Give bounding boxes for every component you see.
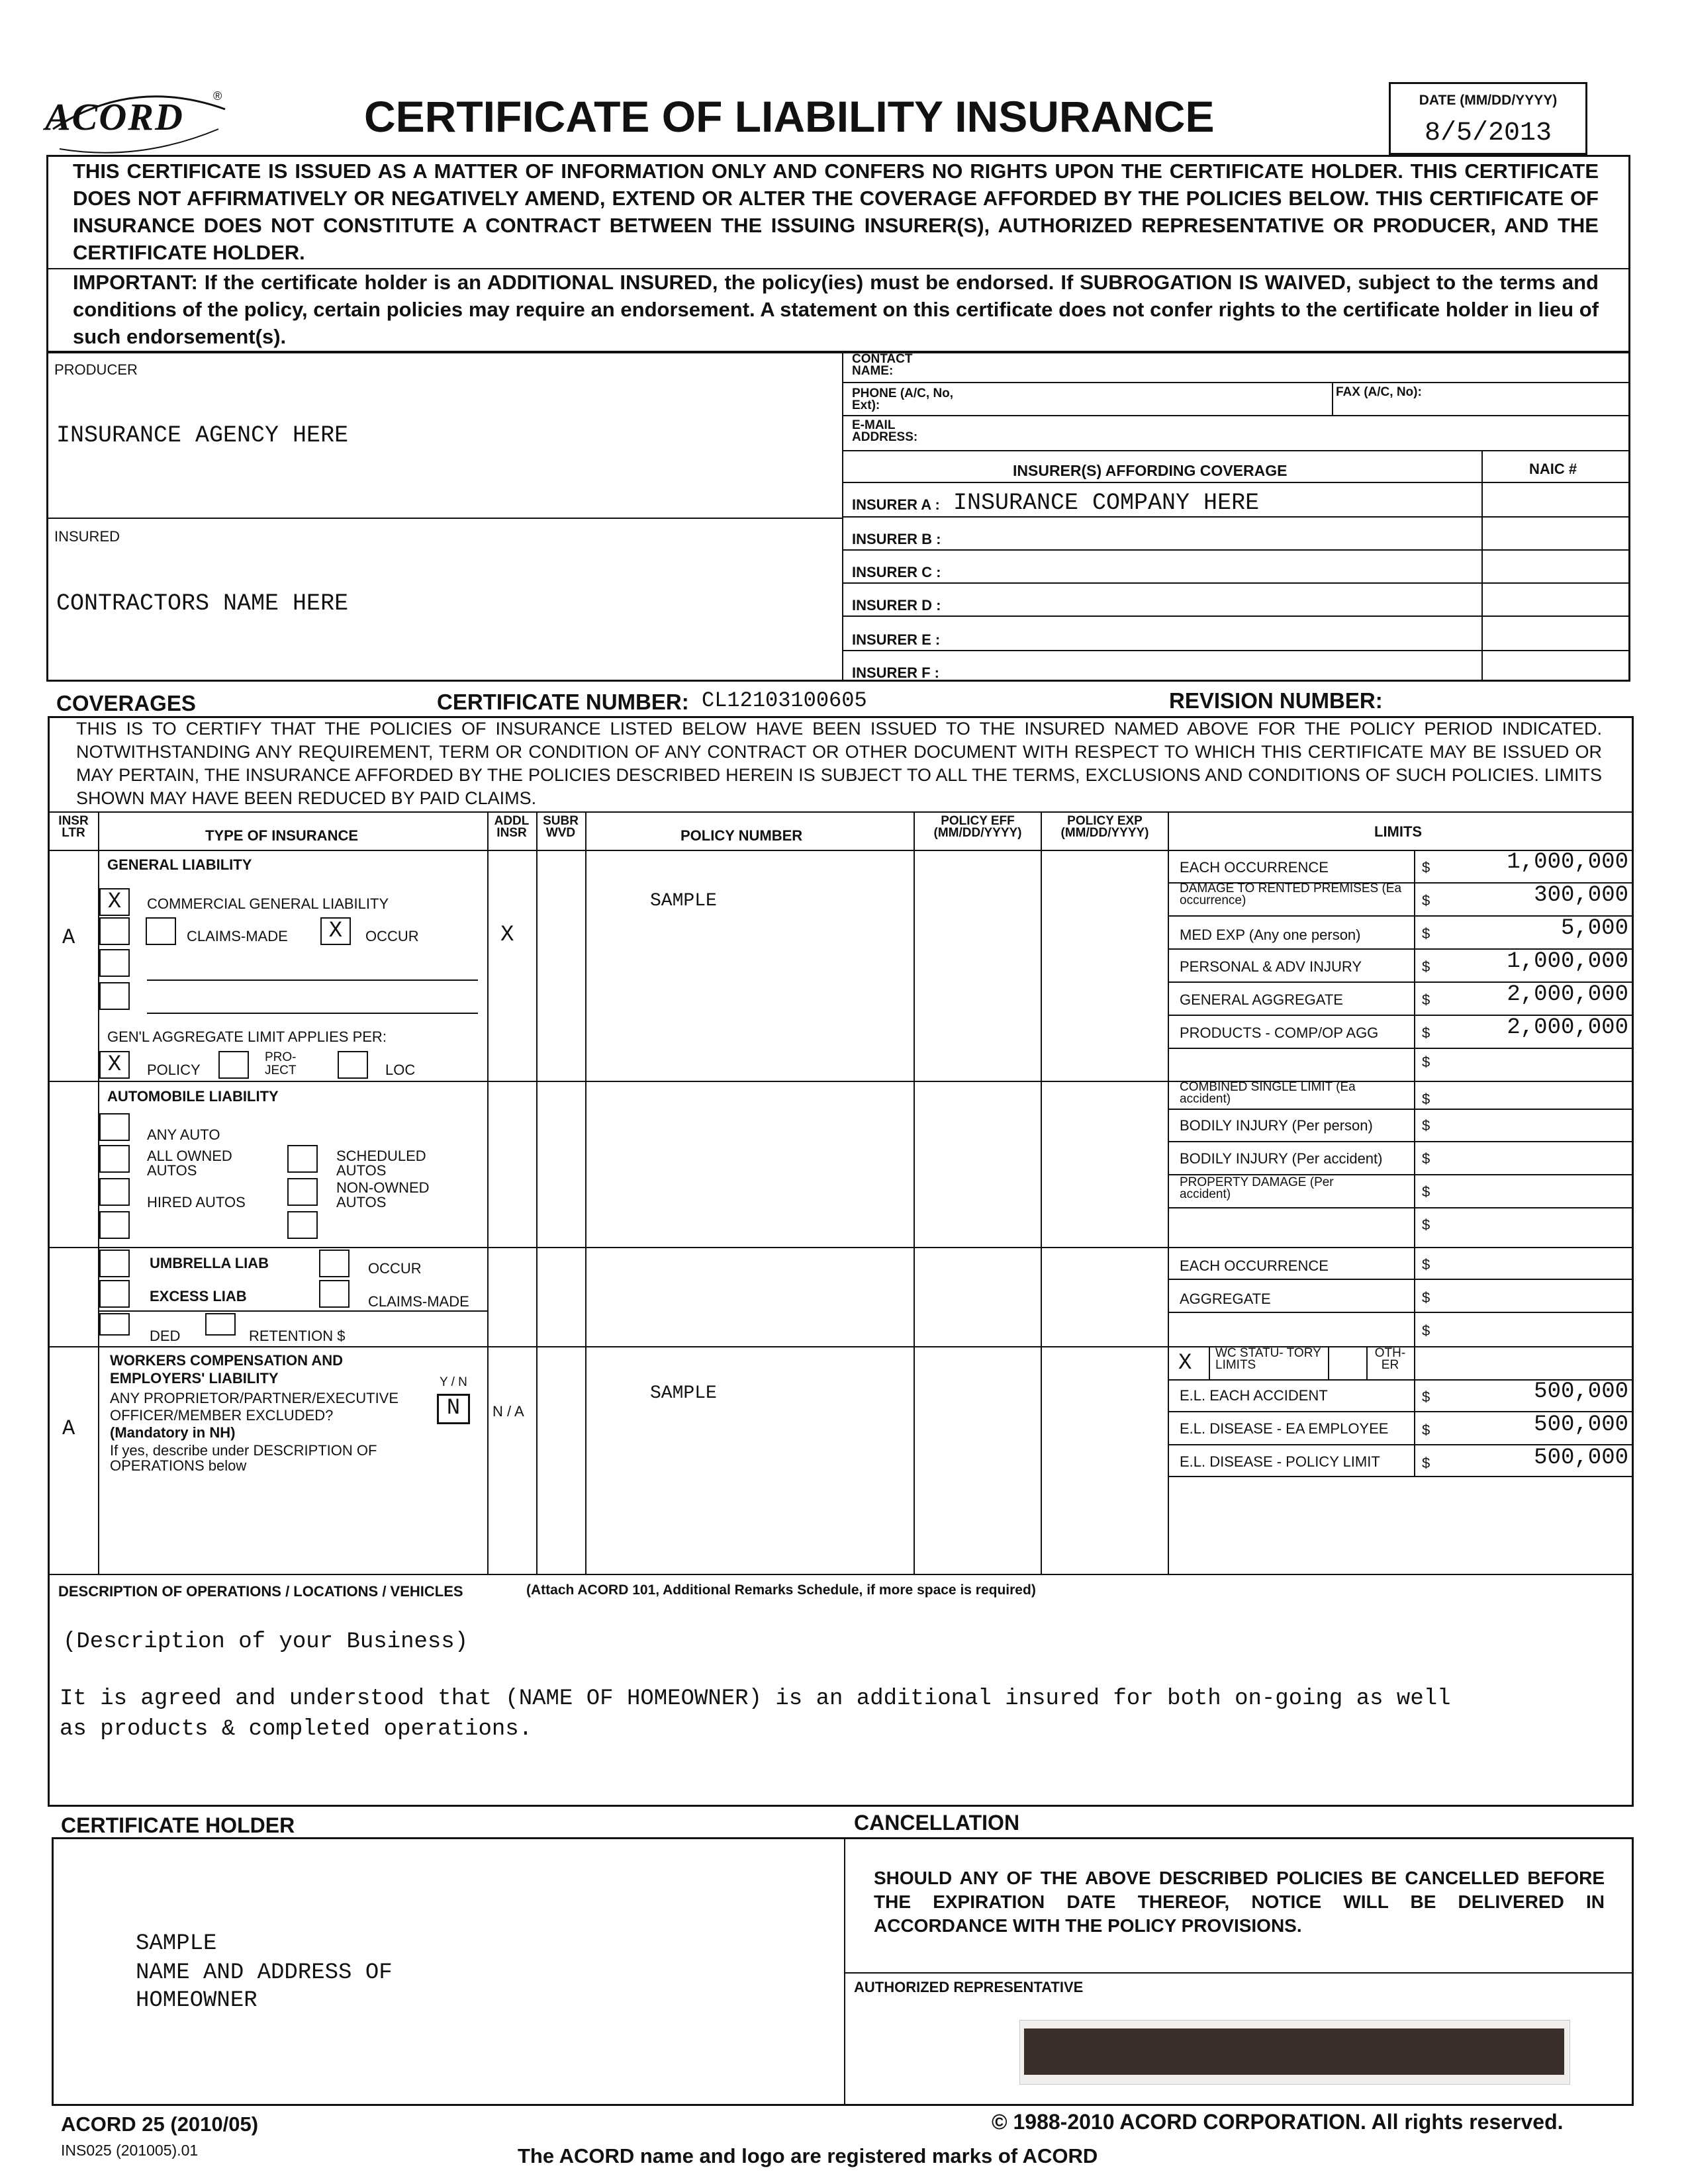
insured-label: INSURED (54, 528, 120, 545)
coverages-title: COVERAGES (56, 691, 196, 715)
email-label: E-MAIL ADDRESS: (852, 418, 918, 444)
currency-symbol: $ (1422, 1455, 1430, 1471)
wc-title: WORKERS COMPENSATION AND EMPLOYERS' LIABILITY (110, 1352, 343, 1387)
copyright: © 1988-2010 ACORD CORPORATION. All rights reserved. (992, 2110, 1564, 2134)
el-each-accident-value[interactable]: 500,000 (1534, 1379, 1628, 1404)
gl-addl-insr: X (500, 923, 514, 948)
ins-code: INS025 (201005).01 (61, 2142, 199, 2159)
date-value[interactable]: 8/5/2013 (1424, 118, 1552, 148)
any-auto-label: ANY AUTO (147, 1126, 220, 1143)
description-line-3[interactable]: as products & completed operations. (60, 1717, 533, 1742)
umbrella-checkbox[interactable] (99, 1250, 130, 1277)
currency-symbol: $ (1422, 1256, 1430, 1273)
currency-symbol: $ (1422, 1322, 1430, 1339)
umbrella-label: UMBRELLA LIAB (150, 1255, 269, 1271)
excess-label: EXCESS LIAB (150, 1288, 247, 1304)
important-text: IMPORTANT: If the certificate holder is an ADDITIONAL INSURED, the policy(ies) must be endorsed. If SUBROGATION IS WAIVED, subject to the terms and conditions of the policy, certain policies may require an endorsement. A statement on this certificate does not confer rights to the certificate holder in lieu of such endorsement(s). (73, 271, 1599, 348)
loc-label: LOC (385, 1062, 416, 1078)
project-checkbox[interactable] (218, 1051, 249, 1079)
limit-med-exp-value[interactable]: 5,000 (1560, 916, 1628, 941)
description-note: (Attach ACORD 101, Additional Remarks Schedule, if more space is required) (526, 1582, 1036, 1598)
page-title: CERTIFICATE OF LIABILITY INSURANCE (364, 92, 1215, 141)
limit-products: PRODUCTS - COMP/OP AGG (1180, 1024, 1379, 1041)
gl-policy-number[interactable]: SAMPLE (650, 891, 717, 911)
occur-checkbox[interactable]: X (320, 917, 351, 945)
trademark: The ACORD name and logo are registered marks of ACORD (518, 2144, 1098, 2167)
wc-insr-ltr: A (62, 1416, 75, 1441)
wc-if-yes: If yes, describe under DESCRIPTION OF OPERATIONS below (110, 1442, 377, 1474)
non-owned-label: NON-OWNED AUTOS (336, 1179, 430, 1210)
gl-extra-checkbox-2[interactable] (99, 982, 130, 1010)
umbrella-aggregate: AGGREGATE (1180, 1291, 1271, 1307)
limit-general-aggregate: GENERAL AGGREGATE (1180, 991, 1343, 1008)
cancellation-text: SHOULD ANY OF THE ABOVE DESCRIBED POLICIES BE CANCELLED BEFORE THE EXPIRATION DATE THEREOF, NOTICE WILL BE DELIVERED IN ACCORDANCE WITH THE POLICY PROVISIONS. (874, 1868, 1605, 1936)
insurer-b-label: INSURER B : (852, 531, 941, 547)
insurer-d-label: INSURER D : (852, 597, 941, 614)
holder-line-2[interactable]: NAME AND ADDRESS OF (136, 1960, 393, 1985)
auto-extra-checkbox-2[interactable] (287, 1211, 318, 1239)
retention-checkbox[interactable] (205, 1313, 236, 1336)
naic-header: NAIC # (1529, 461, 1577, 477)
limit-bodily-person: BODILY INJURY (Per person) (1180, 1117, 1373, 1134)
currency-symbol: $ (1422, 859, 1430, 876)
header-type: TYPE OF INSURANCE (205, 827, 359, 844)
policy-checkbox[interactable]: X (99, 1051, 130, 1079)
date-label: DATE (MM/DD/YYYY) (1419, 93, 1558, 108)
gl-blank-checkbox[interactable] (99, 917, 130, 945)
currency-symbol: $ (1422, 1054, 1430, 1070)
insurer-a-value[interactable]: INSURANCE COMPANY HERE (953, 490, 1260, 516)
header-subr-wvd: SUBR WVD (543, 814, 579, 840)
cert-number-label: CERTIFICATE NUMBER: (437, 690, 689, 714)
currency-symbol: $ (1422, 991, 1430, 1008)
umbrella-claims-label: CLAIMS-MADE (368, 1293, 469, 1310)
currency-symbol: $ (1422, 1289, 1430, 1306)
revision-label: REVISION NUMBER: (1169, 688, 1383, 713)
umbrella-claims-checkbox[interactable] (319, 1280, 350, 1308)
currency-symbol: $ (1422, 892, 1430, 909)
header-insr-ltr: INSR LTR (58, 814, 89, 840)
authorized-label: AUTHORIZED REPRESENTATIVE (854, 1979, 1084, 1995)
limit-damage-rented-value[interactable]: 300,000 (1534, 883, 1628, 908)
umbrella-each-occurrence: EACH OCCURRENCE (1180, 1257, 1329, 1274)
description-line-2[interactable]: It is agreed and understood that (NAME OF HOMEOWNER) is an additional insured for both on-going as well (60, 1686, 1451, 1711)
all-owned-checkbox[interactable] (99, 1145, 130, 1173)
umbrella-occur-checkbox[interactable] (319, 1250, 350, 1277)
el-disease-employee-value[interactable]: 500,000 (1534, 1412, 1628, 1437)
scheduled-checkbox[interactable] (287, 1145, 318, 1173)
wc-proprietor-text: ANY PROPRIETOR/PARTNER/EXECUTIVE OFFICER/MEMBER EXCLUDED? (110, 1390, 399, 1424)
acord-logo (40, 83, 232, 156)
el-disease-policy: E.L. DISEASE - POLICY LIMIT (1180, 1453, 1380, 1470)
cancellation-title: CANCELLATION (854, 1811, 1020, 1835)
wc-yn-value[interactable]: N (437, 1394, 470, 1424)
non-owned-checkbox[interactable] (287, 1178, 318, 1206)
gl-title: GENERAL LIABILITY (107, 856, 252, 873)
insurer-e-label: INSURER E : (852, 631, 941, 648)
limit-each-occurrence-value[interactable]: 1,000,000 (1507, 850, 1628, 875)
policy-label: POLICY (147, 1062, 201, 1078)
wc-policy-number[interactable]: SAMPLE (650, 1383, 717, 1404)
insured-value[interactable]: CONTRACTORS NAME HERE (56, 590, 349, 617)
claims-made-checkbox[interactable] (146, 917, 176, 945)
currency-symbol: $ (1422, 1117, 1430, 1134)
header-policy-eff: POLICY EFF (MM/DD/YYYY) (933, 814, 1022, 840)
auto-extra-checkbox-1[interactable] (99, 1211, 130, 1239)
fax-label: FAX (A/C, No): (1336, 385, 1422, 399)
currency-symbol: $ (1422, 1183, 1430, 1200)
occur-label: OCCUR (365, 928, 419, 944)
wc-other-label: OTH- ER (1374, 1346, 1406, 1372)
certify-text: THIS IS TO CERTIFY THAT THE POLICIES OF INSURANCE LISTED BELOW HAVE BEEN ISSUED TO THE INSURED NAMED ABOVE FOR THE POLICY PERIOD INDICATED. NOTWITHSTANDING ANY REQUIREMENT, TERM OR CONDITION OF ANY CONTRACT OR OTHER DOCUMENT WITH RESPECT TO WHICH THIS CERTIFICATE MAY BE ISSUED OR MAY PERTAIN, THE INSURANCE AFFORDED BY THE POLICIES DESCRIBED HEREIN IS SUBJECT TO ALL THE TERMS, EXCLUSIONS AND CONDITIONS OF SUCH POLICIES. LIMITS SHOWN MAY HAVE BEEN REDUCED BY PAID CLAIMS. (76, 719, 1602, 808)
limit-damage-rented: DAMAGE TO RENTED PREMISES (Ea occurrence) (1180, 882, 1402, 907)
limit-personal-adv: PERSONAL & ADV INJURY (1180, 958, 1362, 975)
wc-na-label: N / A (492, 1403, 524, 1420)
limit-combined-single: COMBINED SINGLE LIMIT (Ea accident) (1180, 1080, 1356, 1106)
currency-symbol: $ (1422, 1216, 1430, 1233)
currency-symbol: $ (1422, 1024, 1430, 1041)
insurer-c-label: INSURER C : (852, 564, 941, 580)
all-owned-label: ALL OWNED AUTOS (147, 1148, 232, 1179)
any-auto-checkbox[interactable] (99, 1113, 130, 1141)
insurer-f-label: INSURER F : (852, 664, 939, 681)
holder-line-3[interactable]: HOMEOWNER (136, 1988, 258, 2013)
ded-label: DED (150, 1328, 181, 1344)
ded-checkbox[interactable] (99, 1313, 130, 1336)
limit-personal-adv-value[interactable]: 1,000,000 (1507, 949, 1628, 974)
cgl-checkbox[interactable]: X (99, 888, 130, 916)
holder-line-1[interactable]: SAMPLE (136, 1931, 217, 1956)
gl-insr-ltr: A (62, 925, 75, 950)
excess-checkbox[interactable] (99, 1280, 130, 1308)
retention-label: RETENTION $ (249, 1328, 346, 1344)
hired-label: HIRED AUTOS (147, 1194, 246, 1210)
acord-logo-text: ACORD (45, 95, 184, 138)
producer-label: PRODUCER (54, 361, 138, 378)
project-label: PRO- JECT (265, 1050, 297, 1077)
redaction-bar (1024, 2028, 1564, 2075)
header-policy-number: POLICY NUMBER (680, 827, 803, 844)
limit-each-occurrence: EACH OCCURRENCE (1180, 859, 1329, 876)
limit-property-damage: PROPERTY DAMAGE (Per accident) (1180, 1175, 1334, 1201)
el-each-accident: E.L. EACH ACCIDENT (1180, 1387, 1328, 1404)
contact-name-label: CONTACT NAME: (852, 352, 913, 378)
date-box (1389, 82, 1587, 155)
umbrella-occur-label: OCCUR (368, 1260, 422, 1277)
description-line-1[interactable]: (Description of your Business) (63, 1629, 469, 1655)
disclaimer-text: THIS CERTIFICATE IS ISSUED AS A MATTER OF INFORMATION ONLY AND CONFERS NO RIGHTS UPON THE CERTIFICATE HOLDER. THIS CERTIFICATE DOES NOT AFFIRMATIVELY OR NEGATIVELY AMEND, EXTEND OR ALTER THE COVERAGE AFFORDED BY THE POLICIES BELOW. THIS CERTIFICATE OF INSURANCE DOES NOT CONSTITUTE A CONTRACT BETWEEN THE ISSUING INSURER(S), AUTHORIZED REPRESENTATIVE OR PRODUCER, AND THE CERTIFICATE HOLDER. (73, 159, 1599, 264)
header-limits: LIMITS (1374, 823, 1423, 840)
limit-med-exp: MED EXP (Any one person) (1180, 927, 1361, 943)
certificate-holder-title: CERTIFICATE HOLDER (61, 1813, 295, 1837)
header-addl-insr: ADDL INSR (494, 814, 530, 840)
limit-bodily-accident: BODILY INJURY (Per accident) (1180, 1150, 1383, 1167)
currency-symbol: $ (1422, 1150, 1430, 1167)
redacted-signature (1019, 2020, 1570, 2085)
phone-label: PHONE (A/C, No, Ext): (852, 387, 954, 412)
gl-aggregate-label: GEN'L AGGREGATE LIMIT APPLIES PER: (107, 1028, 387, 1045)
form-id: ACORD 25 (2010/05) (61, 2113, 259, 2136)
el-disease-policy-value[interactable]: 500,000 (1534, 1445, 1628, 1471)
currency-symbol: $ (1422, 958, 1430, 975)
currency-symbol: $ (1422, 1422, 1430, 1438)
currency-symbol: $ (1422, 925, 1430, 942)
wc-yn-label: Y / N (440, 1375, 467, 1389)
currency-symbol: $ (1422, 1388, 1430, 1405)
limit-products-value[interactable]: 2,000,000 (1507, 1015, 1628, 1040)
description-label: DESCRIPTION OF OPERATIONS / LOCATIONS / VEHICLES (58, 1583, 463, 1600)
insurer-a-label: INSURER A : (852, 496, 940, 513)
wc-statu-label: WC STATU- TORY LIMITS (1215, 1346, 1321, 1372)
limit-general-aggregate-value[interactable]: 2,000,000 (1507, 982, 1628, 1007)
cert-number[interactable]: CL12103100605 (702, 688, 867, 713)
registered-mark: ® (213, 89, 222, 103)
wc-statu-checkbox[interactable]: X (1178, 1351, 1192, 1376)
producer-value[interactable]: INSURANCE AGENCY HERE (56, 422, 349, 449)
header-policy-exp: POLICY EXP (MM/DD/YYYY) (1060, 814, 1149, 840)
scheduled-label: SCHEDULED AUTOS (336, 1148, 426, 1179)
el-disease-employee: E.L. DISEASE - EA EMPLOYEE (1180, 1420, 1389, 1437)
loc-checkbox[interactable] (338, 1051, 368, 1079)
hired-checkbox[interactable] (99, 1178, 130, 1206)
auto-title: AUTOMOBILE LIABILITY (107, 1088, 279, 1105)
claims-made-label: CLAIMS-MADE (187, 928, 288, 944)
cgl-label: COMMERCIAL GENERAL LIABILITY (147, 895, 389, 912)
currency-symbol: $ (1422, 1091, 1430, 1107)
insurers-header: INSURER(S) AFFORDING COVERAGE (1013, 462, 1288, 479)
wc-mandatory: (Mandatory in NH) (110, 1424, 236, 1441)
gl-extra-checkbox-1[interactable] (99, 949, 130, 977)
